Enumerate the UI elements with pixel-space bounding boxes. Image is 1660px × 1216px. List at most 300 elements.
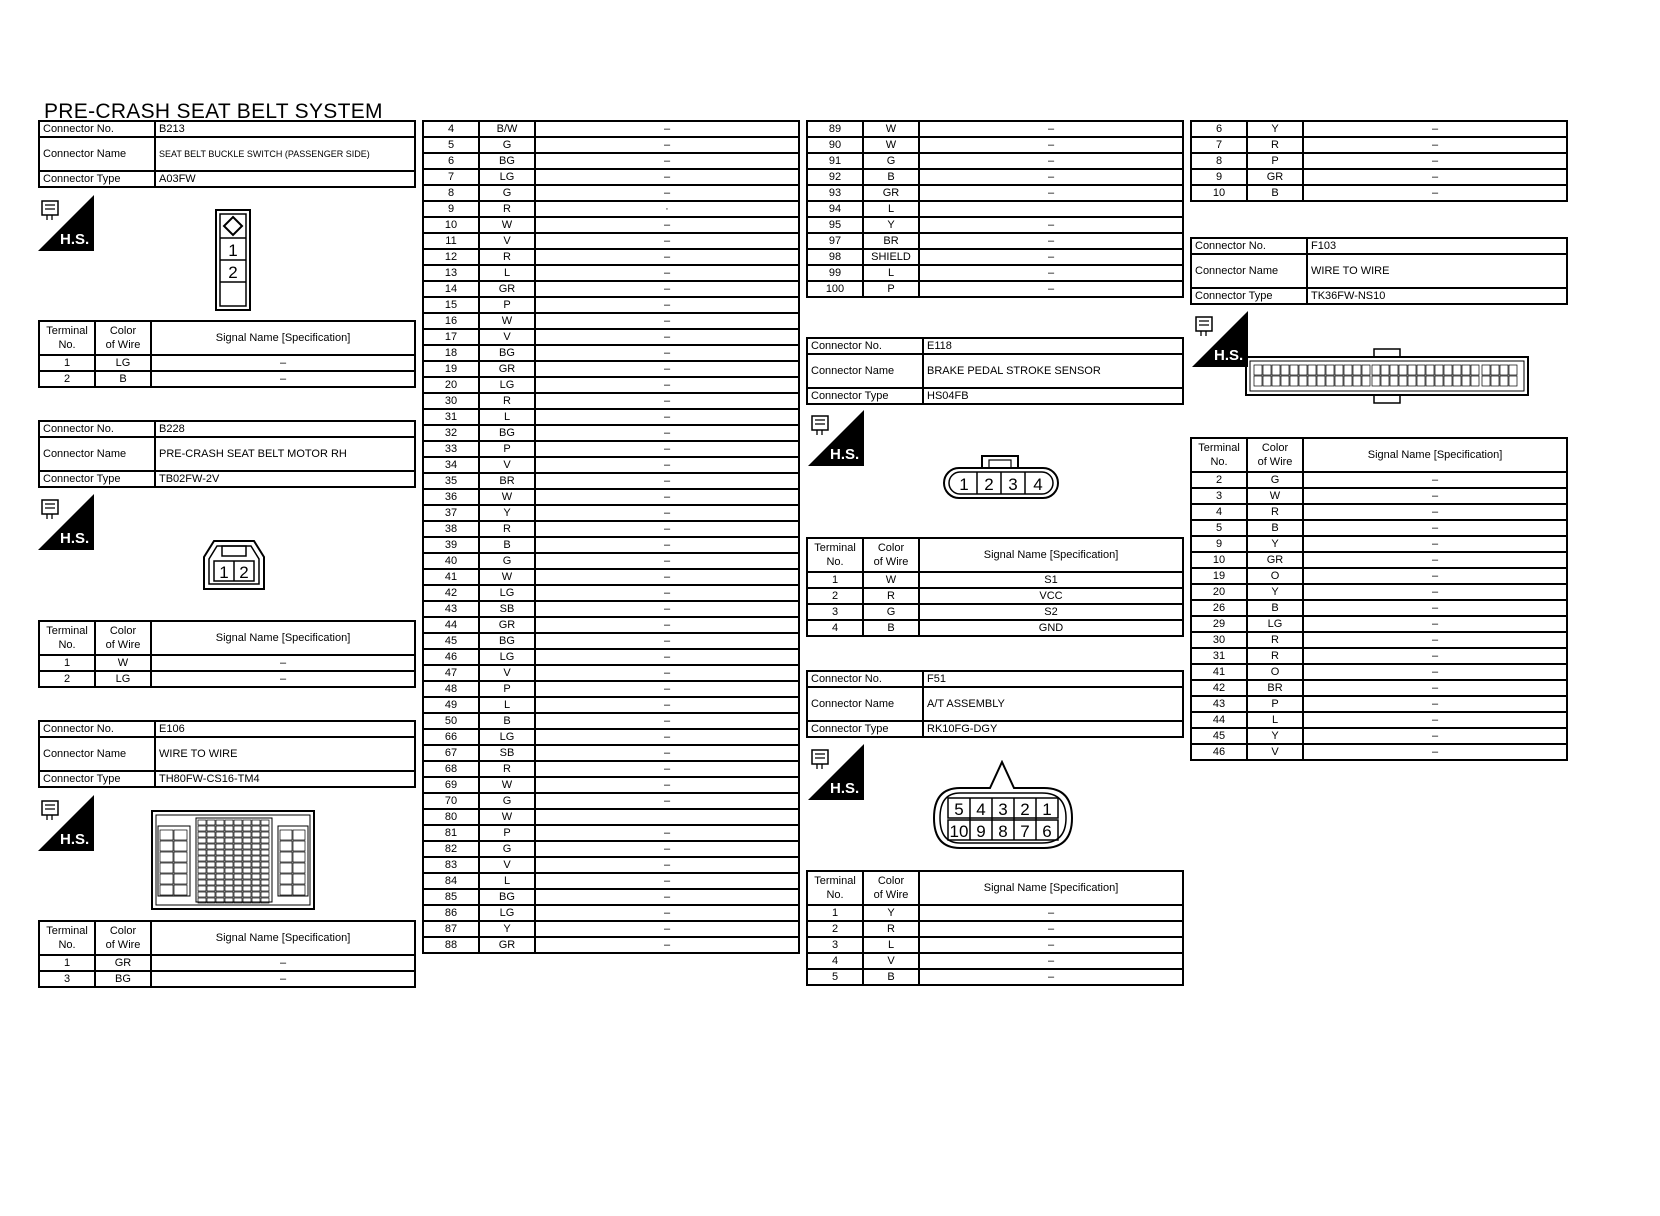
signal-cell: – — [535, 873, 799, 889]
connector-cavity — [280, 841, 292, 851]
terminal-cell: 36 — [423, 489, 479, 505]
wire-color-cell: V — [479, 329, 535, 345]
connector-cavity — [207, 880, 215, 885]
terminal-cell: 16 — [423, 313, 479, 329]
connector-cavity — [198, 850, 206, 855]
wire-color-cell: B — [1247, 600, 1303, 616]
table-row — [423, 873, 799, 889]
connector-cavity — [1290, 365, 1298, 375]
connector-cavity — [225, 820, 233, 825]
signal-cell: – — [1303, 616, 1567, 632]
connector-cavity — [234, 856, 242, 861]
signal-cell: – — [535, 617, 799, 633]
connector-cavity — [252, 832, 260, 837]
table-row — [423, 841, 799, 857]
connector-name-label: Connector Name — [1191, 254, 1307, 288]
wire-color-cell: G — [479, 553, 535, 569]
wire-color-cell: R — [479, 249, 535, 265]
connector-header-f103 — [1190, 237, 1568, 305]
terminal-cell: 32 — [423, 425, 479, 441]
table-row — [1191, 153, 1567, 169]
terminal-cell: 10 — [1191, 185, 1247, 201]
wire-color-cell: B — [863, 620, 919, 636]
connector-cavity — [216, 838, 224, 843]
connector-cavity — [1491, 376, 1499, 386]
harness-side-icon — [38, 195, 94, 251]
connector-cavity — [1408, 365, 1416, 375]
terminal-cell: 5 — [1191, 520, 1247, 536]
terminal-cell: 20 — [1191, 584, 1247, 600]
connector-header-f51 — [806, 670, 1184, 738]
connector-cavity — [261, 892, 269, 897]
terminal-cell: 99 — [807, 265, 863, 281]
connector-cavity — [252, 892, 260, 897]
pin-label: 9 — [976, 822, 986, 841]
wire-color-cell: SHIELD — [863, 249, 919, 265]
table-row — [1191, 504, 1567, 520]
connector-cavity — [216, 832, 224, 837]
terminal-cell: 87 — [423, 921, 479, 937]
connector-cavity — [261, 850, 269, 855]
connector-no-label: Connector No. — [807, 338, 923, 354]
terminal-cell: 31 — [1191, 648, 1247, 664]
terminal-cell: 2 — [39, 671, 95, 687]
connector-cavity — [252, 886, 260, 891]
connector-cavity — [252, 862, 260, 867]
connector-cavity — [1435, 365, 1443, 375]
wire-color-cell: LG — [1247, 616, 1303, 632]
connector-cavity — [1317, 376, 1325, 386]
connector-cavity — [1509, 376, 1517, 386]
table-row — [423, 745, 799, 761]
wire-color-cell: O — [1247, 568, 1303, 584]
connector-cavity — [225, 856, 233, 861]
connector-cavity — [1482, 365, 1490, 375]
table-row — [423, 377, 799, 393]
wire-color-cell: B — [479, 537, 535, 553]
terminal-cell: 66 — [423, 729, 479, 745]
connector-cavity — [243, 832, 251, 837]
signal-cell: – — [535, 601, 799, 617]
table-row — [423, 361, 799, 377]
wire-color-cell: L — [479, 697, 535, 713]
terminal-cell: 8 — [423, 185, 479, 201]
wire-color-cell: Y — [1247, 728, 1303, 744]
signal-header: Signal Name [Specification] — [151, 621, 415, 655]
connector-cavity — [243, 856, 251, 861]
connector-cavity — [1471, 365, 1479, 375]
connector-cavity — [160, 885, 173, 895]
table-row — [1191, 488, 1567, 504]
table-row — [423, 793, 799, 809]
terminal-cell: 12 — [423, 249, 479, 265]
wire-color-cell: G — [863, 153, 919, 169]
wire-color-cell: LG — [479, 905, 535, 921]
connector-cavity — [1362, 365, 1370, 375]
pin-table-e106-cont-a — [422, 120, 800, 954]
connector-cavity — [198, 844, 206, 849]
terminal-cell: 50 — [423, 713, 479, 729]
terminal-cell: 4 — [807, 620, 863, 636]
connector-cavity — [234, 820, 242, 825]
table-row — [807, 953, 1183, 969]
connector-cavity — [293, 874, 305, 884]
connector-type-value: TH80FW-CS16-TM4 — [155, 771, 415, 787]
wire-color-cell: R — [1247, 632, 1303, 648]
connector-cavity — [174, 830, 187, 840]
terminal-cell: 81 — [423, 825, 479, 841]
connector-cavity — [1308, 376, 1316, 386]
wire-color-cell: GR — [479, 937, 535, 953]
wire-color-cell: R — [1247, 504, 1303, 520]
harness-side-icon — [38, 795, 94, 851]
connector-cavity — [207, 892, 215, 897]
connector-cavity — [160, 830, 173, 840]
pin-label: 2 — [1020, 800, 1030, 819]
signal-cell: – — [1303, 696, 1567, 712]
terminal-cell: 2 — [39, 371, 95, 387]
terminal-cell: 1 — [807, 905, 863, 921]
connector-cavity — [252, 868, 260, 873]
table-row — [1191, 744, 1567, 760]
signal-cell: VCC — [919, 588, 1183, 604]
connector-name-value: A/T ASSEMBLY — [923, 687, 1183, 721]
signal-cell: – — [1303, 504, 1567, 520]
signal-cell: – — [1303, 568, 1567, 584]
table-row — [807, 572, 1183, 588]
table-row — [1191, 137, 1567, 153]
wire-color-cell: LG — [479, 729, 535, 745]
terminal-cell: 69 — [423, 777, 479, 793]
signal-cell: – — [1303, 600, 1567, 616]
terminal-cell: 95 — [807, 217, 863, 233]
wire-color-cell: V — [1247, 744, 1303, 760]
wire-color-cell: W — [479, 489, 535, 505]
connector-cavity — [243, 862, 251, 867]
wire-color-cell: B — [863, 169, 919, 185]
terminal-cell: 1 — [807, 572, 863, 588]
wire-color-cell: W — [863, 572, 919, 588]
connector-cavity — [252, 838, 260, 843]
connector-cavity — [261, 874, 269, 879]
signal-cell: – — [535, 505, 799, 521]
pin-label: 2 — [228, 263, 238, 282]
table-row — [1191, 696, 1567, 712]
pin-table-f51-cont — [1190, 120, 1568, 202]
wire-color-cell: Y — [479, 921, 535, 937]
connector-cavity — [280, 852, 292, 862]
signal-cell: – — [535, 297, 799, 313]
signal-cell: – — [1303, 137, 1567, 153]
connector-name-label: Connector Name — [39, 737, 155, 771]
table-row — [423, 265, 799, 281]
connector-cavity — [1372, 376, 1380, 386]
connector-face-b213 — [214, 208, 254, 312]
connector-cavity — [252, 850, 260, 855]
terminal-cell: 8 — [1191, 153, 1247, 169]
connector-type-value: A03FW — [155, 171, 415, 187]
pin-label: 3 — [998, 800, 1008, 819]
wire-color-cell: LG — [95, 355, 151, 371]
pin-table-f51 — [806, 870, 1184, 986]
terminal-cell: 37 — [423, 505, 479, 521]
connector-cavity — [293, 885, 305, 895]
wire-color-cell: B — [479, 713, 535, 729]
table-row — [807, 937, 1183, 953]
table-row — [423, 297, 799, 313]
wire-color-cell: W — [863, 137, 919, 153]
color-header: Color of Wire — [95, 921, 151, 955]
connector-face-b228 — [202, 537, 266, 591]
table-row — [423, 281, 799, 297]
connector-cavity — [261, 826, 269, 831]
table-row — [1191, 536, 1567, 552]
signal-cell: – — [535, 585, 799, 601]
terminal-cell: 13 — [423, 265, 479, 281]
terminal-cell: 26 — [1191, 600, 1247, 616]
connector-cavity — [1254, 365, 1262, 375]
terminal-cell: 17 — [423, 329, 479, 345]
signal-cell: – — [535, 457, 799, 473]
signal-cell: – — [919, 121, 1183, 137]
connector-face-f103 — [1244, 347, 1530, 405]
connector-cavity — [1462, 376, 1470, 386]
table-row — [1191, 664, 1567, 680]
terminal-cell: 48 — [423, 681, 479, 697]
signal-cell: – — [535, 793, 799, 809]
signal-cell: – — [1303, 520, 1567, 536]
table-row — [423, 505, 799, 521]
table-row — [423, 825, 799, 841]
table-row — [807, 969, 1183, 985]
connector-e106 — [38, 720, 416, 788]
connector-cavity — [1381, 376, 1389, 386]
terminal-cell: 4 — [1191, 504, 1247, 520]
wire-color-cell: B — [863, 969, 919, 985]
table-row — [39, 371, 415, 387]
connector-cavity — [1444, 376, 1452, 386]
table-row — [807, 233, 1183, 249]
table-row — [39, 671, 415, 687]
connector-no-value: B213 — [155, 121, 415, 137]
terminal-cell: 84 — [423, 873, 479, 889]
connector-cavity — [225, 844, 233, 849]
signal-cell: – — [151, 371, 415, 387]
signal-cell: – — [535, 409, 799, 425]
terminal-cell: 9 — [423, 201, 479, 217]
signal-cell: – — [1303, 680, 1567, 696]
color-header: Color of Wire — [863, 871, 919, 905]
terminal-cell: 49 — [423, 697, 479, 713]
terminal-cell: 30 — [423, 393, 479, 409]
connector-cavity — [1344, 365, 1352, 375]
table-row — [423, 137, 799, 153]
signal-cell: – — [535, 233, 799, 249]
connector-no-label: Connector No. — [39, 121, 155, 137]
wire-color-cell: BG — [479, 633, 535, 649]
signal-cell: – — [535, 345, 799, 361]
table-row — [423, 233, 799, 249]
connector-cavity — [216, 886, 224, 891]
connector-face-e118 — [942, 454, 1062, 502]
pin-table-b213 — [38, 320, 416, 388]
terminal-cell: 34 — [423, 457, 479, 473]
table-row — [807, 185, 1183, 201]
signal-cell: – — [535, 137, 799, 153]
connector-type-label: Connector Type — [39, 771, 155, 787]
connector-header-e118 — [806, 337, 1184, 405]
signal-cell: – — [535, 217, 799, 233]
terminal-cell: 10 — [423, 217, 479, 233]
terminal-cell: 5 — [807, 969, 863, 985]
connector-cavity — [160, 874, 173, 884]
table-row — [423, 601, 799, 617]
signal-cell: – — [151, 355, 415, 371]
connector-cavity — [234, 862, 242, 867]
terminal-cell: 1 — [39, 355, 95, 371]
terminal-cell: 15 — [423, 297, 479, 313]
connector-cavity — [234, 832, 242, 837]
connector-cavity — [293, 852, 305, 862]
terminal-header: Terminal No. — [1191, 438, 1247, 472]
terminal-cell: 83 — [423, 857, 479, 873]
connector-cavity — [225, 832, 233, 837]
connector-cavity — [1353, 365, 1361, 375]
color-header: Color of Wire — [95, 621, 151, 655]
terminal-cell: 38 — [423, 521, 479, 537]
connector-cavity — [1399, 376, 1407, 386]
hs-label: H.S. — [60, 831, 90, 848]
signal-header: Signal Name [Specification] — [151, 921, 415, 955]
signal-cell: – — [535, 697, 799, 713]
wire-color-cell: V — [479, 457, 535, 473]
connector-cavity — [1453, 376, 1461, 386]
terminal-cell: 3 — [1191, 488, 1247, 504]
connector-cavity — [198, 886, 206, 891]
signal-cell: – — [535, 777, 799, 793]
connector-cavity — [261, 856, 269, 861]
table-row — [807, 588, 1183, 604]
wire-color-cell: LG — [479, 649, 535, 665]
pin-label: 6 — [1042, 822, 1052, 841]
connector-cavity — [207, 886, 215, 891]
connector-cavity — [234, 892, 242, 897]
wire-color-cell: BR — [863, 233, 919, 249]
terminal-cell: 86 — [423, 905, 479, 921]
connector-cavity — [261, 838, 269, 843]
connector-cavity — [234, 880, 242, 885]
table-row — [1191, 600, 1567, 616]
terminal-header: Terminal No. — [39, 621, 95, 655]
connector-cavity — [207, 856, 215, 861]
table-row — [423, 777, 799, 793]
wire-color-cell: G — [479, 841, 535, 857]
wire-color-cell: GR — [1247, 169, 1303, 185]
connector-cavity — [216, 880, 224, 885]
connector-f103 — [1190, 237, 1568, 305]
connector-cavity — [1272, 365, 1280, 375]
connector-face-e106 — [150, 808, 316, 914]
connector-e118 — [806, 337, 1184, 405]
signal-cell: – — [535, 761, 799, 777]
connector-header-b213 — [38, 120, 416, 188]
wire-color-cell: Y — [1247, 584, 1303, 600]
connector-cavity — [1500, 376, 1508, 386]
terminal-cell: 98 — [807, 249, 863, 265]
connector-header-b228 — [38, 420, 416, 488]
signal-cell: – — [1303, 664, 1567, 680]
connector-name-label: Connector Name — [39, 437, 155, 471]
wire-color-cell: P — [479, 297, 535, 313]
terminal-cell: 2 — [1191, 472, 1247, 488]
table-row — [423, 585, 799, 601]
table-row — [423, 489, 799, 505]
signal-cell: – — [535, 377, 799, 393]
table-row — [1191, 472, 1567, 488]
terminal-cell: 41 — [1191, 664, 1247, 680]
color-header: Color of Wire — [95, 321, 151, 355]
terminal-cell: 70 — [423, 793, 479, 809]
signal-cell: – — [919, 265, 1183, 281]
connector-type-value: TK36FW-NS10 — [1307, 288, 1567, 304]
wire-color-cell: BR — [1247, 680, 1303, 696]
connector-cavity — [1326, 365, 1334, 375]
table-row — [423, 473, 799, 489]
table-row — [423, 409, 799, 425]
signal-cell: – — [919, 953, 1183, 969]
wire-color-cell: G — [479, 137, 535, 153]
signal-cell: – — [535, 569, 799, 585]
wire-color-cell: L — [479, 873, 535, 889]
table-row — [1191, 680, 1567, 696]
pin-label: 7 — [1020, 822, 1030, 841]
wire-color-cell: R — [479, 393, 535, 409]
connector-cavity — [1390, 365, 1398, 375]
connector-cavity — [225, 826, 233, 831]
wire-color-cell: G — [479, 793, 535, 809]
signal-cell — [919, 201, 1183, 217]
table-row — [807, 921, 1183, 937]
signal-cell: – — [535, 521, 799, 537]
hs-label: H.S. — [1214, 347, 1244, 364]
connector-cavity — [198, 862, 206, 867]
terminal-cell: 82 — [423, 841, 479, 857]
wire-color-cell: GR — [95, 955, 151, 971]
page-title: PRE-CRASH SEAT BELT SYSTEM — [44, 100, 383, 123]
wire-color-cell: W — [863, 121, 919, 137]
connector-cavity — [252, 826, 260, 831]
connector-cavity — [252, 874, 260, 879]
wire-color-cell: G — [1247, 472, 1303, 488]
connector-cavity — [234, 868, 242, 873]
connector-cavity — [198, 826, 206, 831]
signal-cell: – — [535, 425, 799, 441]
wire-color-cell: P — [863, 281, 919, 297]
wire-color-cell: GR — [479, 617, 535, 633]
signal-cell: – — [535, 633, 799, 649]
table-row — [807, 169, 1183, 185]
connector-face-f51 — [930, 760, 1076, 852]
connector-cavity — [198, 856, 206, 861]
signal-cell: – — [151, 671, 415, 687]
signal-cell: – — [1303, 153, 1567, 169]
wire-color-cell: GR — [479, 361, 535, 377]
wire-color-cell: W — [479, 569, 535, 585]
wire-color-cell: BG — [479, 345, 535, 361]
wire-color-cell: Y — [863, 905, 919, 921]
connector-cavity — [1491, 365, 1499, 375]
terminal-cell: 3 — [39, 971, 95, 987]
